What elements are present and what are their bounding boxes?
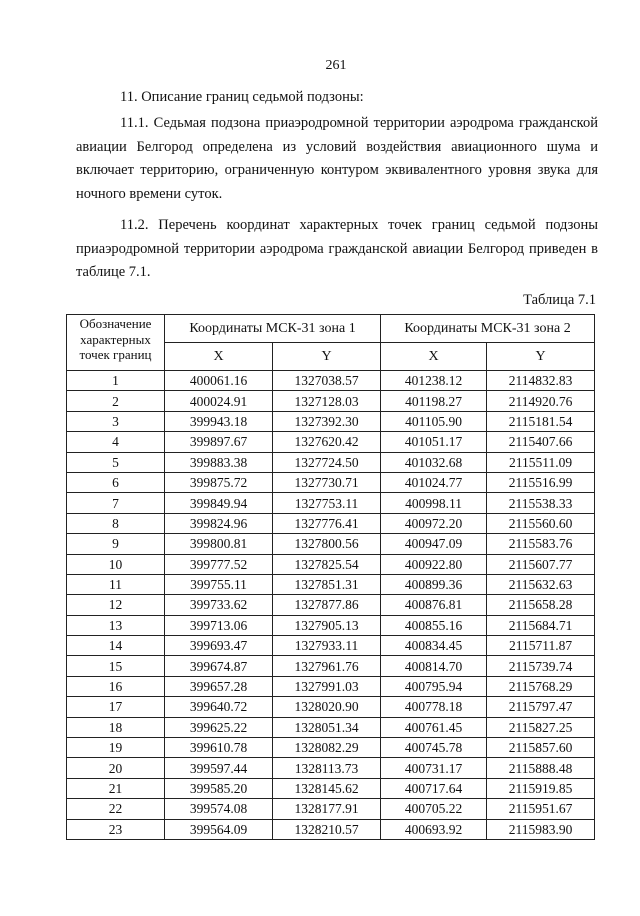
cell-zone2-x: 400705.22 bbox=[381, 799, 487, 819]
cell-zone2-y: 2115951.67 bbox=[487, 799, 595, 819]
cell-zone1-x: 399597.44 bbox=[165, 758, 273, 778]
cell-zone2-x: 400834.45 bbox=[381, 636, 487, 656]
cell-zone2-y: 2115711.87 bbox=[487, 636, 595, 656]
cell-zone2-x: 400778.18 bbox=[381, 697, 487, 717]
cell-zone2-x: 401198.27 bbox=[381, 391, 487, 411]
cell-zone1-x: 399755.11 bbox=[165, 574, 273, 594]
cell-point-number: 18 bbox=[67, 717, 165, 737]
cell-zone2-x: 400947.09 bbox=[381, 534, 487, 554]
table-row bbox=[67, 656, 595, 676]
cell-zone1-y: 1327038.57 bbox=[273, 371, 381, 391]
table-row bbox=[67, 595, 595, 615]
header-zone1-x: X bbox=[165, 343, 273, 371]
cell-zone1-x: 399657.28 bbox=[165, 676, 273, 696]
header-zone-1: Координаты МСК-31 зона 1 bbox=[165, 315, 381, 343]
cell-zone1-y: 1327392.30 bbox=[273, 411, 381, 431]
cell-zone1-x: 399564.09 bbox=[165, 819, 273, 839]
cell-point-number: 23 bbox=[67, 819, 165, 839]
cell-zone1-y: 1327961.76 bbox=[273, 656, 381, 676]
cell-point-number: 13 bbox=[67, 615, 165, 635]
cell-zone1-y: 1327776.41 bbox=[273, 513, 381, 533]
cell-zone2-y: 2114920.76 bbox=[487, 391, 595, 411]
cell-zone2-y: 2115919.85 bbox=[487, 778, 595, 798]
cell-zone1-y: 1327128.03 bbox=[273, 391, 381, 411]
cell-zone2-x: 400972.20 bbox=[381, 513, 487, 533]
header-designation: Обозначение характерных точек границ bbox=[67, 315, 165, 371]
cell-point-number: 12 bbox=[67, 595, 165, 615]
cell-zone2-y: 2115658.28 bbox=[487, 595, 595, 615]
cell-zone2-y: 2114832.83 bbox=[487, 371, 595, 391]
header-zone1-y: Y bbox=[273, 343, 381, 371]
cell-zone1-y: 1328210.57 bbox=[273, 819, 381, 839]
cell-zone2-x: 400899.36 bbox=[381, 574, 487, 594]
header-zone2-y: Y bbox=[487, 343, 595, 371]
cell-zone2-y: 2115684.71 bbox=[487, 615, 595, 635]
cell-zone1-y: 1327620.42 bbox=[273, 432, 381, 452]
cell-zone1-x: 399897.67 bbox=[165, 432, 273, 452]
cell-point-number: 9 bbox=[67, 534, 165, 554]
cell-zone1-y: 1327851.31 bbox=[273, 574, 381, 594]
cell-point-number: 2 bbox=[67, 391, 165, 411]
cell-point-number: 8 bbox=[67, 513, 165, 533]
table-row bbox=[67, 738, 595, 758]
cell-zone1-x: 399824.96 bbox=[165, 513, 273, 533]
cell-point-number: 6 bbox=[67, 472, 165, 492]
header-zone-2: Координаты МСК-31 зона 2 bbox=[381, 315, 595, 343]
cell-zone2-x: 400717.64 bbox=[381, 778, 487, 798]
cell-point-number: 4 bbox=[67, 432, 165, 452]
cell-zone1-x: 399849.94 bbox=[165, 493, 273, 513]
cell-zone2-y: 2115857.60 bbox=[487, 738, 595, 758]
cell-point-number: 17 bbox=[67, 697, 165, 717]
cell-zone2-y: 2115181.54 bbox=[487, 411, 595, 431]
table-row bbox=[67, 758, 595, 778]
table-row bbox=[67, 513, 595, 533]
cell-point-number: 14 bbox=[67, 636, 165, 656]
table-row bbox=[67, 493, 595, 513]
cell-zone1-y: 1327800.56 bbox=[273, 534, 381, 554]
cell-zone1-x: 399625.22 bbox=[165, 717, 273, 737]
section-heading: 11. Описание границ седьмой подзоны: bbox=[120, 89, 364, 105]
cell-zone1-y: 1327991.03 bbox=[273, 676, 381, 696]
table-row bbox=[67, 534, 595, 554]
table-header-row bbox=[67, 315, 595, 343]
cell-zone1-x: 399713.06 bbox=[165, 615, 273, 635]
table-row bbox=[67, 636, 595, 656]
cell-zone1-x: 399640.72 bbox=[165, 697, 273, 717]
cell-zone2-y: 2115632.63 bbox=[487, 574, 595, 594]
cell-point-number: 3 bbox=[67, 411, 165, 431]
cell-zone1-x: 400024.91 bbox=[165, 391, 273, 411]
table-row bbox=[67, 819, 595, 839]
cell-zone1-y: 1328145.62 bbox=[273, 778, 381, 798]
cell-zone2-x: 400795.94 bbox=[381, 676, 487, 696]
cell-zone1-y: 1328113.73 bbox=[273, 758, 381, 778]
table-row bbox=[67, 554, 595, 574]
cell-zone2-x: 400693.92 bbox=[381, 819, 487, 839]
cell-zone2-x: 400731.17 bbox=[381, 758, 487, 778]
cell-zone1-y: 1327877.86 bbox=[273, 595, 381, 615]
table-row bbox=[67, 697, 595, 717]
cell-zone2-x: 401238.12 bbox=[381, 371, 487, 391]
table-row bbox=[67, 717, 595, 737]
cell-point-number: 5 bbox=[67, 452, 165, 472]
cell-zone2-y: 2115583.76 bbox=[487, 534, 595, 554]
cell-zone2-x: 400922.80 bbox=[381, 554, 487, 574]
table-row bbox=[67, 432, 595, 452]
cell-zone2-y: 2115407.66 bbox=[487, 432, 595, 452]
cell-zone2-x: 401024.77 bbox=[381, 472, 487, 492]
cell-zone1-y: 1327905.13 bbox=[273, 615, 381, 635]
table-row bbox=[67, 615, 595, 635]
cell-zone2-x: 400814.70 bbox=[381, 656, 487, 676]
table-body bbox=[67, 371, 595, 840]
cell-zone1-y: 1328051.34 bbox=[273, 717, 381, 737]
header-zone2-x: X bbox=[381, 343, 487, 371]
cell-zone2-y: 2115607.77 bbox=[487, 554, 595, 574]
cell-zone2-x: 400761.45 bbox=[381, 717, 487, 737]
table-caption: Таблица 7.1 bbox=[523, 292, 596, 308]
cell-point-number: 19 bbox=[67, 738, 165, 758]
cell-zone2-x: 400745.78 bbox=[381, 738, 487, 758]
cell-point-number: 20 bbox=[67, 758, 165, 778]
cell-zone1-x: 399800.81 bbox=[165, 534, 273, 554]
cell-zone1-x: 399693.47 bbox=[165, 636, 273, 656]
cell-zone1-y: 1327730.71 bbox=[273, 472, 381, 492]
table-row bbox=[67, 778, 595, 798]
cell-zone1-x: 399777.52 bbox=[165, 554, 273, 574]
table-row bbox=[67, 799, 595, 819]
cell-zone2-y: 2115538.33 bbox=[487, 493, 595, 513]
cell-zone1-x: 400061.16 bbox=[165, 371, 273, 391]
table-row bbox=[67, 574, 595, 594]
cell-zone2-y: 2115768.29 bbox=[487, 676, 595, 696]
cell-zone1-y: 1327724.50 bbox=[273, 452, 381, 472]
table-row bbox=[67, 391, 595, 411]
cell-zone1-y: 1327933.11 bbox=[273, 636, 381, 656]
cell-zone1-y: 1328177.91 bbox=[273, 799, 381, 819]
cell-zone1-x: 399585.20 bbox=[165, 778, 273, 798]
cell-zone2-y: 2115516.99 bbox=[487, 472, 595, 492]
cell-zone1-y: 1327753.11 bbox=[273, 493, 381, 513]
cell-zone2-y: 2115511.09 bbox=[487, 452, 595, 472]
cell-zone1-y: 1328082.29 bbox=[273, 738, 381, 758]
table-row bbox=[67, 472, 595, 492]
cell-zone2-y: 2115983.90 bbox=[487, 819, 595, 839]
table-row bbox=[67, 411, 595, 431]
cell-zone1-x: 399674.87 bbox=[165, 656, 273, 676]
coordinates-table bbox=[66, 314, 595, 840]
cell-zone1-x: 399574.08 bbox=[165, 799, 273, 819]
cell-zone2-y: 2115827.25 bbox=[487, 717, 595, 737]
cell-point-number: 1 bbox=[67, 371, 165, 391]
cell-zone1-x: 399875.72 bbox=[165, 472, 273, 492]
cell-zone1-y: 1328020.90 bbox=[273, 697, 381, 717]
cell-zone2-x: 400998.11 bbox=[381, 493, 487, 513]
cell-zone2-x: 400855.16 bbox=[381, 615, 487, 635]
cell-point-number: 16 bbox=[67, 676, 165, 696]
cell-point-number: 11 bbox=[67, 574, 165, 594]
paragraph-11-1: 11.1. Седьмая подзона приаэродромной территории аэродрома гражданской авиации Белгород определена из условий воздействия авиационного шума и включает территорию, ограниченную контуром эквивалентного уровня звука для ночного времени суток. bbox=[76, 115, 598, 202]
cell-zone2-y: 2115797.47 bbox=[487, 697, 595, 717]
table-row bbox=[67, 371, 595, 391]
cell-zone1-x: 399883.38 bbox=[165, 452, 273, 472]
cell-point-number: 22 bbox=[67, 799, 165, 819]
cell-zone2-x: 401032.68 bbox=[381, 452, 487, 472]
cell-point-number: 7 bbox=[67, 493, 165, 513]
cell-zone2-x: 400876.81 bbox=[381, 595, 487, 615]
page-number: 261 bbox=[325, 58, 347, 73]
cell-zone1-y: 1327825.54 bbox=[273, 554, 381, 574]
cell-zone2-y: 2115739.74 bbox=[487, 656, 595, 676]
cell-zone1-x: 399610.78 bbox=[165, 738, 273, 758]
cell-point-number: 15 bbox=[67, 656, 165, 676]
cell-zone2-x: 401051.17 bbox=[381, 432, 487, 452]
table-row bbox=[67, 452, 595, 472]
cell-zone2-y: 2115560.60 bbox=[487, 513, 595, 533]
table-row bbox=[67, 676, 595, 696]
cell-point-number: 21 bbox=[67, 778, 165, 798]
cell-zone2-x: 401105.90 bbox=[381, 411, 487, 431]
cell-zone2-y: 2115888.48 bbox=[487, 758, 595, 778]
paragraph-11-2: 11.2. Перечень координат характерных точек границ седьмой подзоны приаэродромной территории аэродрома гражданской авиации Белгород приведен в таблице 7.1. bbox=[76, 217, 598, 280]
cell-zone1-x: 399733.62 bbox=[165, 595, 273, 615]
cell-zone1-x: 399943.18 bbox=[165, 411, 273, 431]
cell-point-number: 10 bbox=[67, 554, 165, 574]
